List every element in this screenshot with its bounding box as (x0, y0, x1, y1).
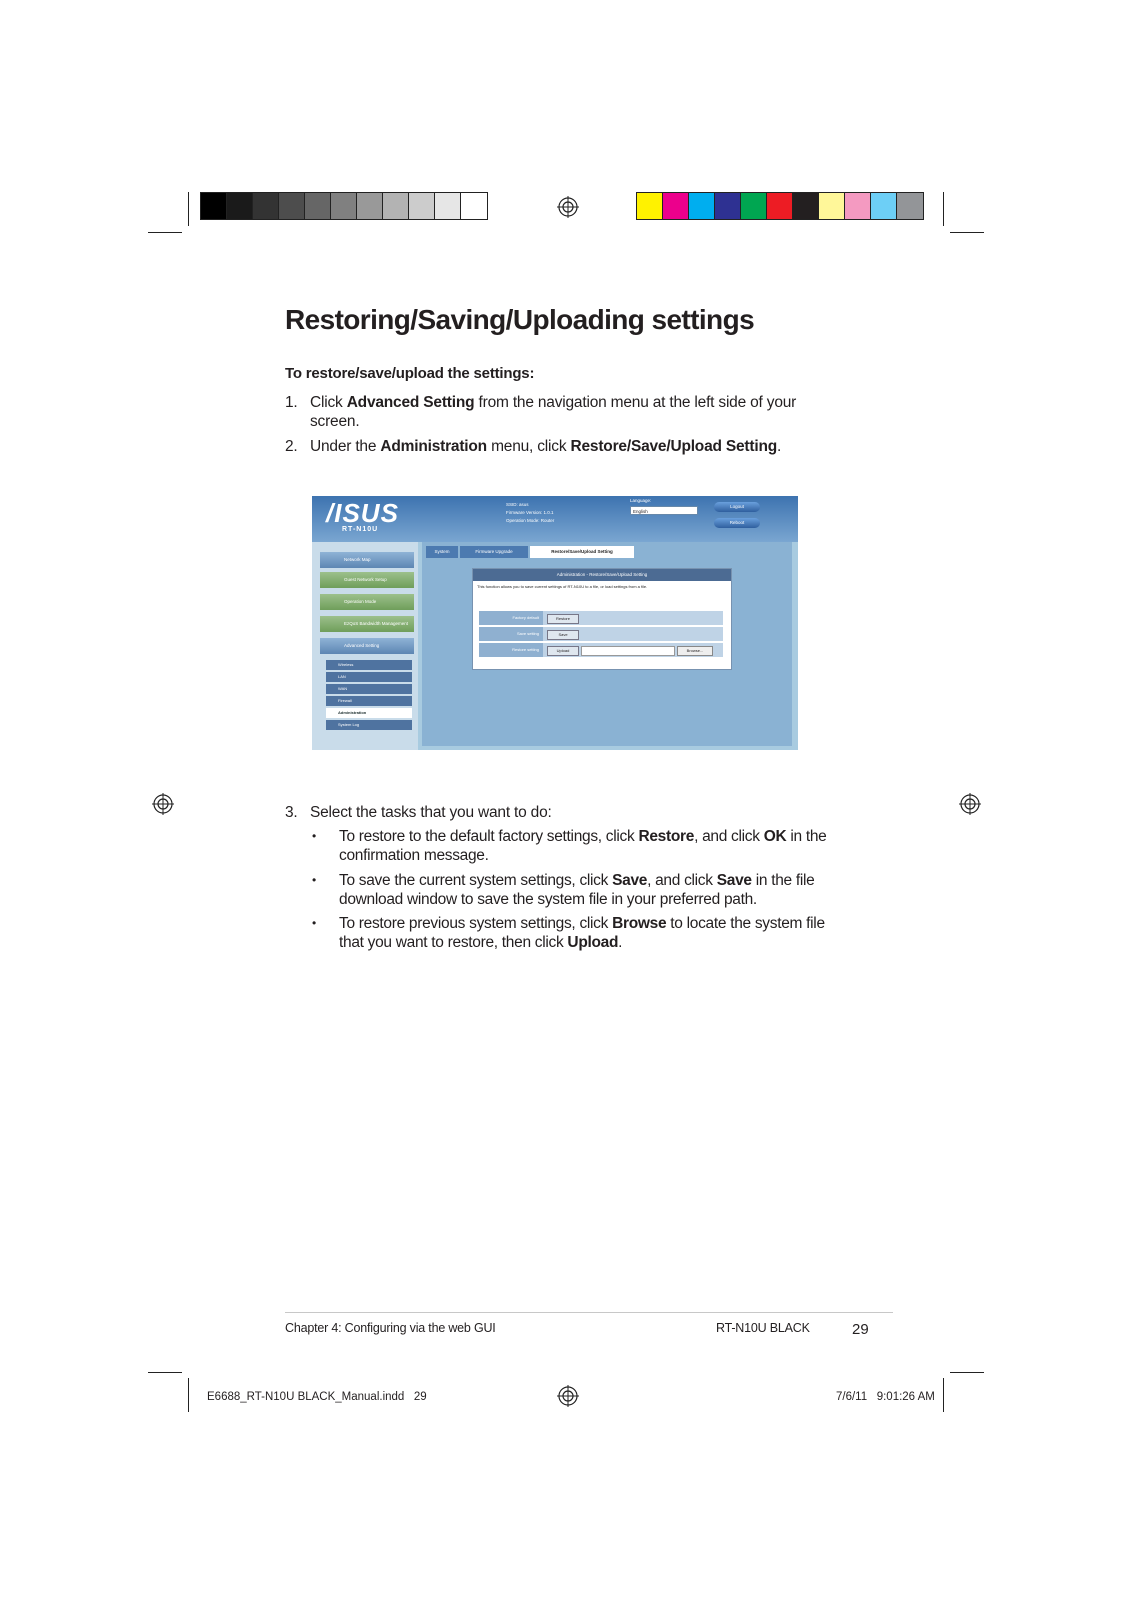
color-swatch (741, 193, 767, 219)
sidebar-subitem-administration[interactable]: Administration (326, 708, 412, 718)
operation-mode-info: Operation Mode: Router (506, 518, 555, 523)
crop-mark (943, 192, 944, 226)
row-label: Restore setting (479, 643, 543, 657)
step-text: Click Advanced Setting from the navigation menu at the left side of your screen. (310, 394, 797, 430)
browse-button[interactable]: Browse... (677, 646, 713, 656)
bullet-text: To save the current system settings, click Save, and click Save in the file download window to save the system file in your preferred path. (339, 872, 815, 908)
color-swatch (897, 193, 923, 219)
router-gui-screenshot (312, 496, 798, 750)
gray-swatch (357, 193, 383, 219)
step-1 (285, 393, 845, 431)
bullet-glyph: • (312, 916, 316, 930)
step-number: 1. (285, 394, 298, 411)
gray-swatch (383, 193, 409, 219)
crop-mark (188, 192, 189, 226)
bullet-upload (312, 914, 852, 952)
section-subheading: To restore/save/upload the settings: (285, 365, 535, 382)
color-swatch (689, 193, 715, 219)
gray-swatch (331, 193, 357, 219)
gray-swatch (227, 193, 253, 219)
slug-filename: E6688_RT-N10U BLACK_Manual.indd 29 (207, 1391, 427, 1403)
gray-swatch (305, 193, 331, 219)
language-select[interactable]: English (630, 506, 698, 515)
gray-swatch (461, 193, 487, 219)
crop-mark (188, 1378, 189, 1412)
panel-description: This function allows you to save current settings of RT-N10U to a file, or load settings from a file. (477, 584, 648, 589)
logout-button[interactable]: Logout (714, 502, 760, 512)
step-2 (285, 437, 845, 456)
save-setting-row (479, 627, 723, 641)
footer-chapter: Chapter 4: Configuring via the web GUI (285, 1321, 496, 1335)
step-number: 3. (285, 804, 298, 821)
step-number: 2. (285, 438, 298, 455)
gray-color-bar (200, 192, 488, 220)
color-swatch (871, 193, 897, 219)
sidebar-subitem-firewall[interactable]: Firewall (326, 696, 412, 706)
footer-rule (285, 1312, 893, 1313)
model-label: RT-N10U (342, 526, 379, 533)
language-label: Language: (630, 498, 652, 503)
color-swatch (819, 193, 845, 219)
gray-swatch (279, 193, 305, 219)
reboot-button[interactable]: Reboot (714, 518, 760, 528)
color-swatch (715, 193, 741, 219)
sidebar-subitem-lan[interactable]: LAN (326, 672, 412, 682)
sidebar-item-ezqos[interactable]: EzQoS Bandwidth Management (320, 616, 414, 632)
panel-title: Administration - Restore/Save/Upload Setting (473, 569, 731, 581)
step-3 (285, 803, 845, 822)
sidebar-subitem-system-log[interactable]: System Log (326, 720, 412, 730)
color-swatch (663, 193, 689, 219)
step-text: Under the Administration menu, click Restore/Save/Upload Setting. (310, 438, 782, 455)
sidebar-item-guest-network[interactable]: Guest Network Setup (320, 572, 414, 588)
page-title: Restoring/Saving/Uploading settings (285, 304, 755, 335)
step-text: Select the tasks that you want to do: (310, 804, 552, 821)
tab-restore-save-upload[interactable]: Restore/Save/Upload Setting (530, 546, 634, 558)
registration-mark-icon (557, 196, 579, 218)
gray-swatch (201, 193, 227, 219)
firmware-info: Firmware Version: 1.0.1 (506, 510, 554, 515)
process-color-bar (636, 192, 924, 220)
sidebar-subitem-wan[interactable]: WAN (326, 684, 412, 694)
factory-default-row (479, 611, 723, 625)
save-button[interactable]: Save (547, 630, 579, 640)
restore-button[interactable]: Restore (547, 614, 579, 624)
settings-panel (472, 568, 732, 670)
gray-swatch (435, 193, 461, 219)
bullet-restore (312, 827, 852, 865)
crop-mark (148, 1372, 182, 1373)
ssid-info: SSID: asus (506, 502, 529, 507)
gui-sidebar (312, 542, 418, 750)
bullet-save (312, 871, 852, 909)
page-number: 29 (852, 1321, 869, 1338)
gui-main-area (422, 542, 792, 746)
sidebar-item-operation-mode[interactable]: Operation Mode (320, 594, 414, 610)
color-swatch (845, 193, 871, 219)
gray-swatch (253, 193, 279, 219)
row-label: Factory default (479, 611, 543, 625)
crop-mark (148, 232, 182, 233)
sidebar-item-network-map[interactable]: Network Map (320, 552, 414, 568)
bullet-glyph: • (312, 873, 316, 887)
crop-mark (950, 1372, 984, 1373)
sidebar-subitem-wireless[interactable]: Wireless (326, 660, 412, 670)
registration-mark-icon (152, 793, 174, 815)
asus-logo: /ISUS (326, 498, 399, 528)
bullet-text: To restore to the default factory settings, click Restore, and click OK in the confirmation message. (339, 828, 827, 864)
crop-mark (943, 1378, 944, 1412)
gray-swatch (409, 193, 435, 219)
bullet-glyph: • (312, 829, 316, 843)
color-swatch (767, 193, 793, 219)
upload-button[interactable]: Upload (547, 646, 579, 656)
restore-setting-row (479, 643, 723, 657)
footer-product: RT-N10U BLACK (716, 1321, 810, 1335)
tab-system[interactable]: System (426, 546, 458, 558)
sidebar-item-advanced-setting[interactable]: Advanced Setting (320, 638, 414, 654)
slug-timestamp: 7/6/11 9:01:26 AM (836, 1391, 935, 1403)
registration-mark-icon (959, 793, 981, 815)
tab-firmware-upgrade[interactable]: Firmware Upgrade (460, 546, 528, 558)
color-swatch (637, 193, 663, 219)
registration-mark-icon (557, 1385, 579, 1407)
file-path-input[interactable] (581, 646, 675, 656)
bullet-text: To restore previous system settings, click Browse to locate the system file that you want to restore, then click Upload. (339, 915, 825, 951)
color-swatch (793, 193, 819, 219)
crop-mark (950, 232, 984, 233)
row-label: Save setting (479, 627, 543, 641)
